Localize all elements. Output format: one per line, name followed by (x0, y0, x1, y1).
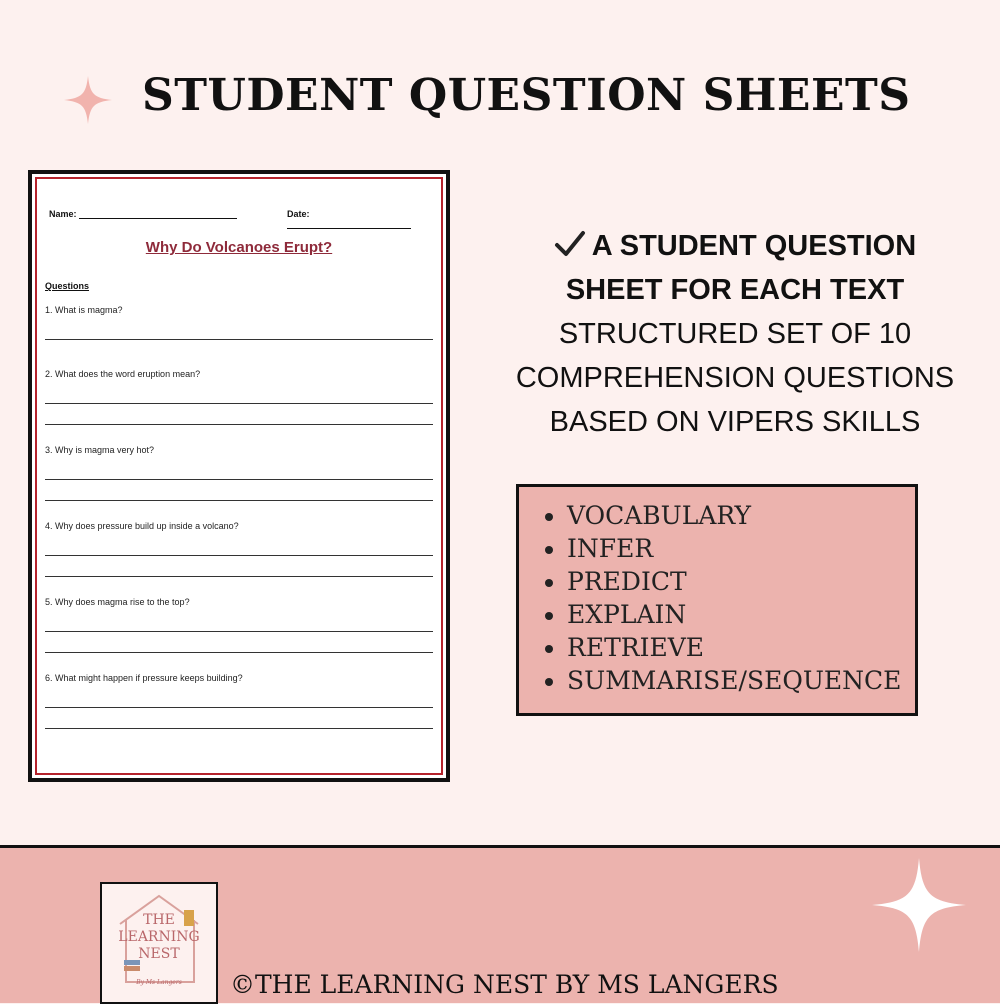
skill-item: • INFER (567, 532, 901, 565)
answer-line (45, 319, 433, 340)
skills-list (519, 499, 901, 697)
worksheet-title: Why Do Volcanoes Erupt? (145, 239, 333, 256)
question-text: 3. Why is magma very hot? (45, 445, 155, 455)
logo-wordmark (102, 912, 216, 963)
page-title: STUDENT QUESTION SHEETS (142, 70, 911, 121)
description-line-3: STRUCTURED SET OF 10 (558, 318, 912, 350)
description-line-4: COMPREHENSION QUESTIONS (515, 362, 955, 394)
answer-line (45, 459, 433, 480)
question-text: 1. What is magma? (45, 305, 123, 315)
question-item (45, 369, 433, 425)
answer-line (45, 687, 433, 708)
question-item (45, 673, 433, 729)
skill-item: • SUMMARISE/SEQUENCE (567, 664, 901, 697)
question-text: 4. Why does pressure build up inside a volcano? (45, 521, 239, 531)
answer-line (45, 383, 433, 404)
worksheet-preview (28, 170, 450, 782)
name-line (79, 209, 237, 219)
question-item (45, 597, 433, 653)
answer-line (45, 535, 433, 556)
date-field (287, 209, 429, 229)
answer-line (45, 708, 433, 729)
questions-heading: Questions (45, 281, 90, 291)
footer-band (0, 845, 1000, 1003)
check-mark-icon (554, 230, 586, 258)
answer-line (45, 632, 433, 653)
copyright-text: ©THE LEARNING NEST BY MS LANGERS (230, 970, 779, 999)
description-line-1-text: A STUDENT QUESTION (591, 230, 917, 262)
question-item (45, 305, 433, 340)
answer-line (45, 611, 433, 632)
description-line-5: BASED ON VIPERS SKILLS (549, 406, 921, 438)
name-field (49, 209, 237, 219)
skill-item: • PREDICT (567, 565, 901, 598)
skill-item: • EXPLAIN (567, 598, 901, 631)
skills-box (516, 484, 918, 716)
description-line-2: SHEET FOR EACH TEXT (565, 274, 905, 306)
description-line-1 (470, 224, 1000, 268)
question-text: 6. What might happen if pressure keeps building? (45, 673, 243, 683)
question-item (45, 521, 433, 577)
question-item (45, 445, 433, 501)
logo-line-3: NEST (138, 946, 180, 962)
answer-line (45, 480, 433, 501)
question-text: 2. What does the word eruption mean? (45, 369, 201, 379)
date-line (287, 219, 411, 229)
logo-line-1: THE (143, 912, 175, 928)
brand-logo (100, 882, 218, 1004)
answer-line (45, 404, 433, 425)
worksheet-border (35, 177, 443, 775)
skill-item: • VOCABULARY (567, 499, 901, 532)
logo-line-2: LEARNING (118, 929, 200, 945)
skill-item: • RETRIEVE (567, 631, 901, 664)
sparkle-icon (64, 76, 112, 124)
name-label: Name: (49, 209, 77, 219)
sparkle-icon (872, 858, 966, 952)
date-label: Date: (287, 209, 310, 219)
logo-subtitle: By Ms Langers (136, 979, 182, 986)
answer-line (45, 556, 433, 577)
question-text: 5. Why does magma rise to the top? (45, 597, 190, 607)
description-block (470, 224, 1000, 444)
